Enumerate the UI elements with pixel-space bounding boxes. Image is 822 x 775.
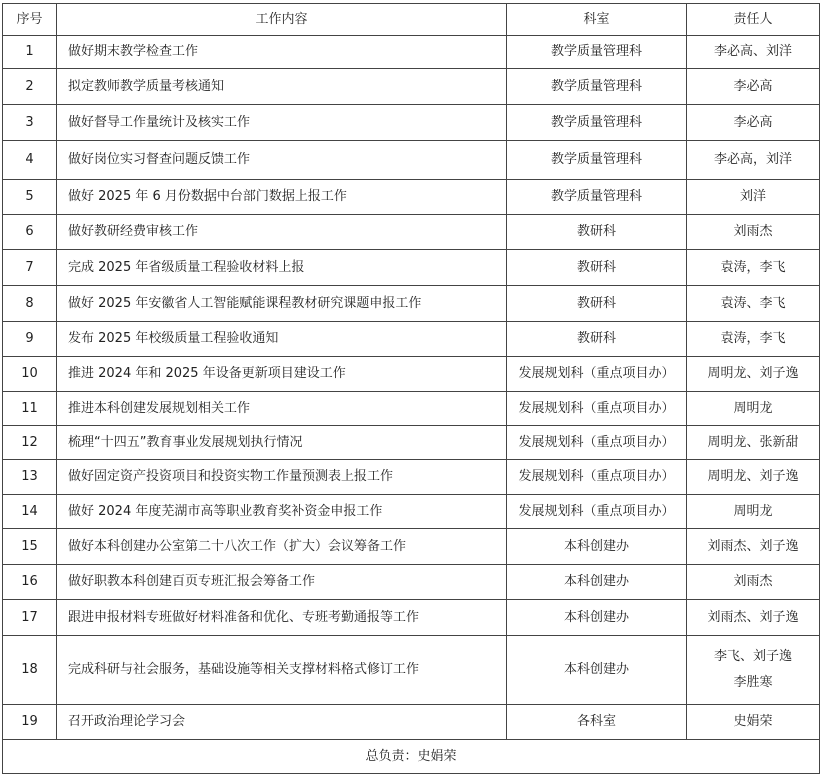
- responsible-person: [687, 495, 820, 529]
- responsible-person: [687, 600, 820, 636]
- row-number: 11: [3, 392, 57, 426]
- department: 教学质量管理科: [507, 105, 687, 141]
- department: 教研科: [507, 215, 687, 250]
- responsible-person: [687, 215, 820, 250]
- row-number: 5: [3, 180, 57, 215]
- row-number: 10: [3, 357, 57, 392]
- responsible-person-name: 刘雨杰、刘子逸: [707, 609, 799, 625]
- table-row: [3, 322, 820, 357]
- task-content: 做好 2024 年度芜湖市高等职业教育奖补资金申报工作: [57, 495, 507, 529]
- department: 本科创建办: [507, 565, 687, 600]
- row-number: 12: [3, 426, 57, 460]
- table-row: [3, 600, 820, 636]
- row-number: 3: [3, 105, 57, 141]
- responsible-person-name: 李飞、刘子逸: [713, 649, 792, 664]
- table-row: [3, 529, 820, 565]
- responsible-person: [687, 529, 820, 565]
- row-number: 14: [3, 495, 57, 529]
- responsible-person-name: 李必高、刘洋: [713, 44, 792, 59]
- row-number: 6: [3, 215, 57, 250]
- responsible-person: [687, 426, 820, 460]
- task-content: 做好期末教学检查工作: [57, 36, 507, 69]
- responsible-person-name: 史娟荣: [733, 714, 773, 729]
- task-content: 做好督导工作量统计及核实工作: [57, 105, 507, 141]
- department: 各科室: [507, 705, 687, 740]
- responsible-person-name: 李必高，刘洋: [713, 152, 792, 167]
- department: 教研科: [507, 250, 687, 286]
- responsible-person-name: 袁涛，李飞: [720, 259, 786, 275]
- table-row: [3, 286, 820, 322]
- row-number: 13: [3, 460, 57, 495]
- department: 教学质量管理科: [507, 69, 687, 105]
- row-number: 2: [3, 69, 57, 105]
- task-content: 跟进申报材料专班做好材料准备和优化、专班考勤通报等工作: [57, 600, 507, 636]
- task-content: 做好职教本科创建百页专班汇报会筹备工作: [57, 565, 507, 600]
- department: 发展规划科（重点项目办）: [507, 495, 687, 529]
- task-content: 推进 2024 年和 2025 年设备更新项目建设工作: [57, 357, 507, 392]
- responsible-person-name: 李必高: [733, 114, 773, 130]
- task-content: 完成 2025 年省级质量工程验收材料上报: [57, 250, 507, 286]
- department: 教学质量管理科: [507, 36, 687, 69]
- row-number: 19: [3, 705, 57, 740]
- row-number: 4: [3, 141, 57, 180]
- responsible-person-name: 周明龙: [733, 503, 773, 519]
- task-content: 梳理“十四五”教育事业发展规划执行情况: [57, 426, 507, 460]
- header-person: 责任人: [687, 4, 820, 36]
- responsible-person: [687, 36, 820, 69]
- responsible-person: [687, 460, 820, 495]
- department: 本科创建办: [507, 636, 687, 705]
- table-row: [3, 36, 820, 69]
- task-content: 做好教研经费审核工作: [57, 215, 507, 250]
- table-row: [3, 460, 820, 495]
- row-number: 16: [3, 565, 57, 600]
- responsible-person-name: 周明龙: [733, 400, 773, 416]
- row-number: 9: [3, 322, 57, 357]
- task-content: 做好本科创建办公室第二十八次工作（扩大）会议筹备工作: [57, 529, 507, 565]
- responsible-person: [687, 392, 820, 426]
- responsible-person: [687, 357, 820, 392]
- responsible-person: [687, 141, 820, 180]
- department: 发展规划科（重点项目办）: [507, 460, 687, 495]
- row-number: 17: [3, 600, 57, 636]
- responsible-person-name: 刘雨杰: [733, 574, 773, 589]
- table-row: [3, 215, 820, 250]
- table-row: [3, 636, 820, 705]
- header-task: 工作内容: [57, 4, 507, 36]
- table-row: [3, 495, 820, 529]
- footer-responsible: 总负责：史娟荣: [3, 740, 820, 774]
- responsible-person-name: 刘雨杰、刘子逸: [707, 538, 799, 554]
- responsible-person: [687, 105, 820, 141]
- task-content: 做好岗位实习督查问题反馈工作: [57, 141, 507, 180]
- responsible-person: [687, 705, 820, 740]
- row-number: 15: [3, 529, 57, 565]
- table-row: [3, 426, 820, 460]
- department: 发展规划科（重点项目办）: [507, 392, 687, 426]
- department: 教研科: [507, 322, 687, 357]
- table-row: [3, 69, 820, 105]
- table-row: [3, 180, 820, 215]
- task-content: 做好 2025 年安徽省人工智能赋能课程教材研究课题申报工作: [57, 286, 507, 322]
- task-content: 做好 2025 年 6 月份数据中台部门数据上报工作: [57, 180, 507, 215]
- table-row: [3, 705, 820, 740]
- task-content: 完成科研与社会服务，基础设施等相关支撑材料格式修订工作: [57, 636, 507, 705]
- responsible-person: [687, 286, 820, 322]
- responsible-person-name: 周明龙、张新甜: [707, 434, 799, 450]
- header-dept: 科室: [507, 4, 687, 36]
- department: 发展规划科（重点项目办）: [507, 357, 687, 392]
- row-number: 8: [3, 286, 57, 322]
- table-row: [3, 250, 820, 286]
- responsible-person: [687, 636, 820, 705]
- responsible-person-name: 袁涛，李飞: [720, 331, 786, 346]
- responsible-person-name: 袁涛、李飞: [720, 295, 786, 311]
- table-body: [3, 36, 820, 740]
- table-row: [3, 565, 820, 600]
- department: 本科创建办: [507, 529, 687, 565]
- department: 发展规划科（重点项目办）: [507, 426, 687, 460]
- footer-row: [3, 740, 820, 774]
- table-row: [3, 357, 820, 392]
- responsible-person-name: 李胜寒: [733, 675, 773, 690]
- row-number: 7: [3, 250, 57, 286]
- responsible-person-name: 周明龙、刘子逸: [707, 366, 799, 381]
- task-content: 发布 2025 年校级质量工程验收通知: [57, 322, 507, 357]
- table-row: [3, 392, 820, 426]
- department: 本科创建办: [507, 600, 687, 636]
- department: 教学质量管理科: [507, 180, 687, 215]
- department: 教研科: [507, 286, 687, 322]
- task-content: 拟定教师教学质量考核通知: [57, 69, 507, 105]
- task-content: 推进本科创建发展规划相关工作: [57, 392, 507, 426]
- table-header-row: [3, 4, 820, 36]
- work-plan-table: [2, 3, 820, 774]
- row-number: 18: [3, 636, 57, 705]
- responsible-person: [687, 322, 820, 357]
- row-number: 1: [3, 36, 57, 69]
- responsible-person: [687, 565, 820, 600]
- responsible-person-name: 李必高: [733, 78, 773, 94]
- task-content: 召开政治理论学习会: [57, 705, 507, 740]
- responsible-person: [687, 69, 820, 105]
- header-no: 序号: [3, 4, 57, 36]
- table-row: [3, 105, 820, 141]
- table-row: [3, 141, 820, 180]
- department: 教学质量管理科: [507, 141, 687, 180]
- responsible-person: [687, 180, 820, 215]
- task-content: 做好固定资产投资项目和投资实物工作量预测表上报工作: [57, 460, 507, 495]
- responsible-person-name: 周明龙、刘子逸: [707, 469, 799, 484]
- responsible-person: [687, 250, 820, 286]
- responsible-person-name: 刘洋: [739, 189, 766, 204]
- responsible-person-name: 刘雨杰: [733, 224, 773, 239]
